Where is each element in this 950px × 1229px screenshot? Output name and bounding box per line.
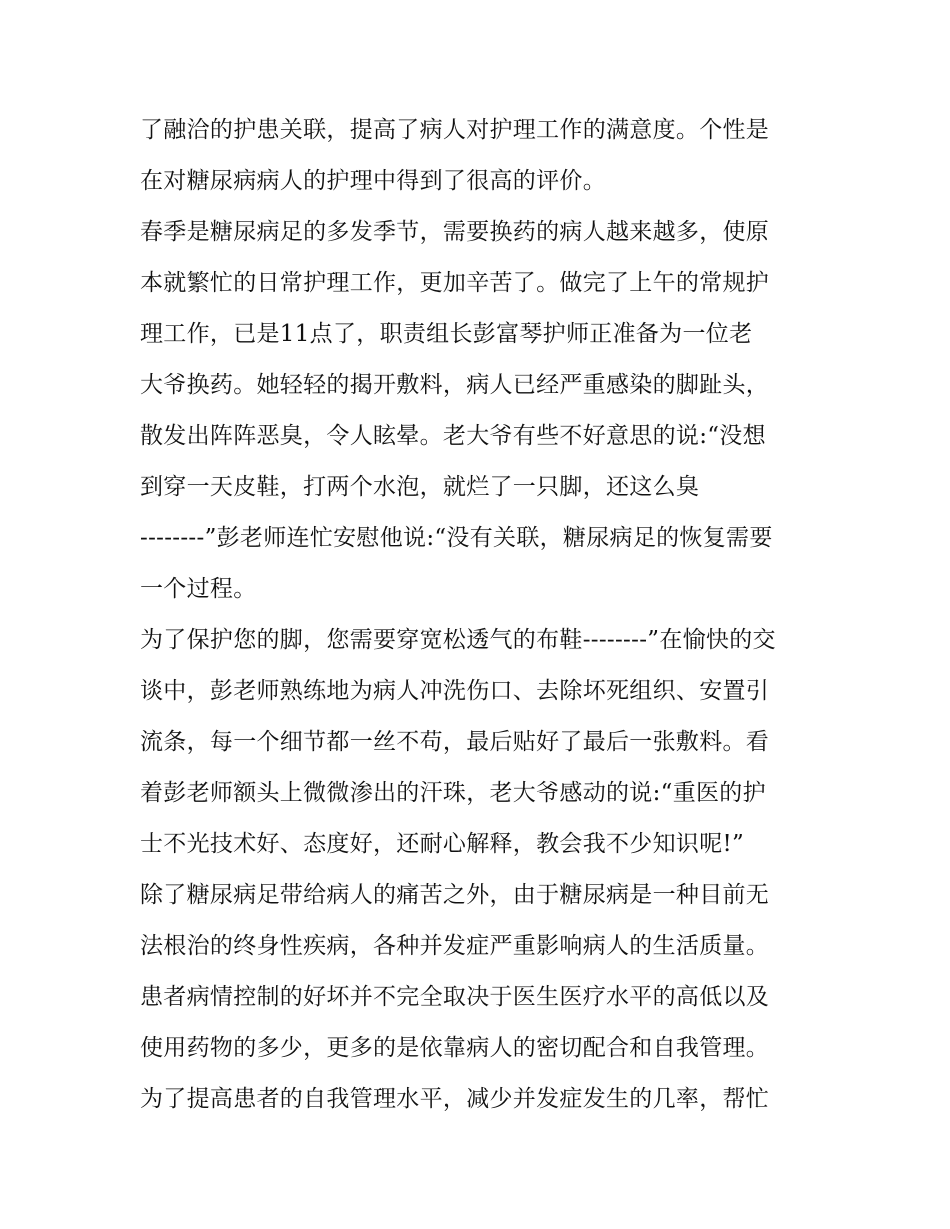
text-line: 为了提高患者的自我管理水平，减少并发症发生的几率，帮忙 — [140, 1086, 770, 1112]
body-text — [140, 108, 820, 1128]
text-line: 在对糖尿病病人的护理中得到了很高的评价。 — [140, 168, 606, 194]
text-line: 本就繁忙的日常护理工作，更加辛苦了。做完了上午的常规护 — [140, 270, 770, 296]
text-line: 士不光技术好、态度好，还耐心解释，教会我不少知识呢!” — [140, 831, 745, 857]
text-line: 为了保护您的脚，您需要穿宽松透气的布鞋--------”在愉快的交 — [140, 627, 776, 653]
text-line: 法根治的终身性疾病，各种并发症严重影响病人的生活质量。 — [140, 933, 770, 959]
text-line: 患者病情控制的好坏并不完全取决于医生医疗水平的高低以及 — [140, 984, 770, 1010]
text-line: 一个过程。 — [140, 576, 257, 602]
text-line: 使用药物的多少，更多的是依靠病人的密切配合和自我管理。 — [140, 1035, 770, 1061]
text-line: 到穿一天皮鞋，打两个水泡，就烂了一只脚，还这么臭 — [140, 474, 700, 500]
text-line: 春季是糖尿病足的多发季节，需要换药的病人越来越多，使原 — [140, 219, 770, 245]
text-line: 理工作，已是11点了，职责组长彭富琴护师正准备为一位老 — [140, 321, 753, 347]
text-line: --------”彭老师连忙安慰他说:“没有关联，糖尿病足的恢复需要 — [140, 525, 773, 551]
text-line: 除了糖尿病足带给病人的痛苦之外，由于糖尿病是一种目前无 — [140, 882, 770, 908]
text-line: 大爷换药。她轻轻的揭开敷料，病人已经严重感染的脚趾头， — [140, 372, 770, 398]
text-line: 了融洽的护患关联，提高了病人对护理工作的满意度。个性是 — [140, 117, 770, 143]
text-line: 谈中，彭老师熟练地为病人冲洗伤口、去除坏死组织、安置引 — [140, 678, 770, 704]
text-line: 散发出阵阵恶臭，令人眩晕。老大爷有些不好意思的说:“没想 — [140, 423, 766, 449]
text-line: 着彭老师额头上微微渗出的汗珠，老大爷感动的说:“重医的护 — [140, 780, 766, 806]
text-line: 流条，每一个细节都一丝不苟，最后贴好了最后一张敷料。看 — [140, 729, 770, 755]
